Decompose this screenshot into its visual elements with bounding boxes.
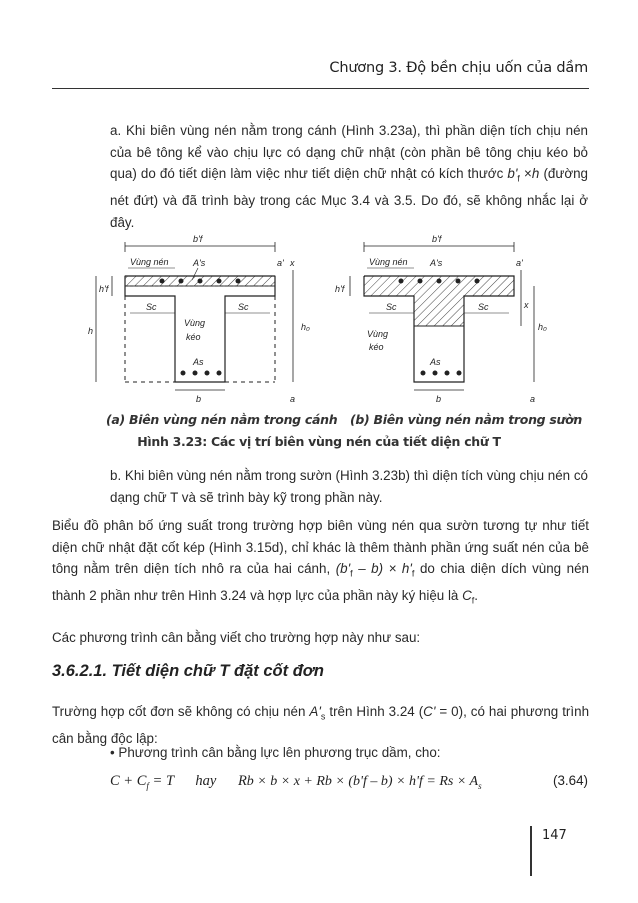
para-3-start: Biểu đồ phân bố ứng suất trong trường hợp biên vùng nén qua sườn tương tự như tiết diện chữ nhật đặt cốt kép (Hình 3.15d), chỉ khác là thêm thành phần ứng suất nén của bê tông nằm trên diện tích nhô ra của hai cánh, [52,518,589,576]
para-3-expr-mid: – b) × h' [352,561,412,576]
para-5-c: C' [423,704,436,719]
bullet-force-equilibrium: • Phương trình cân bằng lực lên phương trục dầm, cho: [110,745,441,760]
para-a-text: a. Khi biên vùng nén nằm trong cánh (Hình 3.23a), thì phần diện tích chịu nén của bê tông kể vào chịu lực có dạng chữ nhật (còn phần bê tông chịu kéo bỏ qua) do đó tiết diện làm việc như tiết diện chữ nhật có kích thước [110,123,588,181]
right-as-prime-label: A's [430,258,443,268]
eq-equals-t: = T [148,773,174,789]
eq-part-2: b × (b' [324,774,364,789]
diagram-right [335,234,547,404]
right-tension-1: Vùng [367,329,389,339]
left-compression-label: Vùng nén [130,257,169,267]
left-b-label: b [196,394,202,404]
dim-times: × [519,166,532,181]
page-number: 147 [542,828,567,843]
left-sc-right: Sc [238,302,249,312]
left-h0-label: h₀ [301,322,310,332]
right-tension-2: kéo [369,342,384,352]
left-hf-label: h'f [99,284,109,294]
eq-part-5: s × A [447,774,479,789]
paragraph-equations-intro: Các phương trình cân bằng viết cho trường hợp này như sau: [52,630,421,645]
para-5-as-sub: s [320,711,326,722]
left-tension-2: kéo [186,332,201,342]
left-as-label: As [193,357,204,367]
para-3-expr-sub2: f [411,568,415,579]
figure-3-23 [80,230,560,406]
para-5-as: A' [309,704,321,719]
para-3-cf-sub: f [471,595,475,606]
eq-lhs: C + C [110,773,147,789]
right-sc-left: Sc [386,302,397,312]
dim-h: h [531,166,540,181]
left-a-label: a [290,394,296,404]
eq-lhs-sub: f [146,780,149,791]
right-a-prime-label: a' [516,258,523,268]
equation-number: (3.64) [553,773,588,788]
para-3-mid: do chia diện dích vùng nén thành 2 phần như trên Hình 3.24 và hợp lực của phần này ký hiệu là [52,561,589,604]
right-h0-label: h₀ [538,322,547,332]
eq-part-6: s [478,780,482,791]
right-a-label: a [530,394,536,404]
para-3-end: . [474,588,479,604]
left-sc-left: Sc [146,302,157,312]
dim-b: b' [507,166,518,181]
caption-b: (b) Biên vùng nén nằm trong sườn [350,412,583,427]
eq-part-3: f – b) × h' [363,774,420,789]
chapter-header: Chương 3. Độ bền chịu uốn của dầm [329,60,588,76]
eq-part-1: b × b × x + R [246,774,325,789]
eq-rhs-r: R [237,773,247,789]
para-3-expr: (b' [335,561,351,576]
right-b-label: b [436,394,442,404]
para-3-cf: C [462,588,472,604]
left-h-label: h [88,326,94,336]
page-number-bar [530,826,532,876]
right-x-label: x [524,300,529,310]
eq-part-4: f = R [419,774,448,789]
right-sc-right: Sc [478,302,489,312]
dim-b-sub: f [517,173,520,184]
diagram-left [88,234,310,404]
left-as-prime-label: A's [193,258,206,268]
right-as-label: As [430,357,441,367]
section-heading: 3.6.2.1. Tiết diện chữ T đặt cốt đơn [52,662,324,680]
paragraph-stress [52,515,589,612]
para-5-mid: trên Hình 3.24 ( [325,704,424,719]
left-a-prime-label: a' [277,258,284,268]
left-bf-label: b'f [193,234,203,244]
left-tension-1: Vùng [184,318,206,328]
para-5-end: = 0), có hai phương trình cân bằng độc lập: [52,704,590,747]
para-3-expr-sub: f [350,568,353,579]
right-compression-label: Vùng nén [369,257,408,267]
left-x-label: x [290,258,295,268]
para-a-end: (đường nét đứt) và đã trình bày trong các Mục 3.4 và 3.5. Do đó, sẽ không nhắc lại ở đây. [110,166,588,230]
eq-hay: hay [195,773,217,789]
header-rule [52,88,589,89]
paragraph-a [110,120,588,233]
right-bf-label: b'f [432,234,442,244]
caption-a: (a) Biên vùng nén nằm trong cánh [106,412,338,427]
right-hf-label: h'f [335,284,345,294]
equation-3-64 [110,773,588,797]
paragraph-b: b. Khi biên vùng nén nằm trong sườn (Hình 3.23b) thì diện tích vùng chịu nén có dạng chữ T và sẽ trình bày kỹ trong phần này. [110,468,588,505]
para-5-start: Trường hợp cốt đơn sẽ không có chịu nén [52,704,310,719]
figure-caption: Hình 3.23: Các vị trí biên vùng nén của tiết diện chữ T [137,434,501,449]
